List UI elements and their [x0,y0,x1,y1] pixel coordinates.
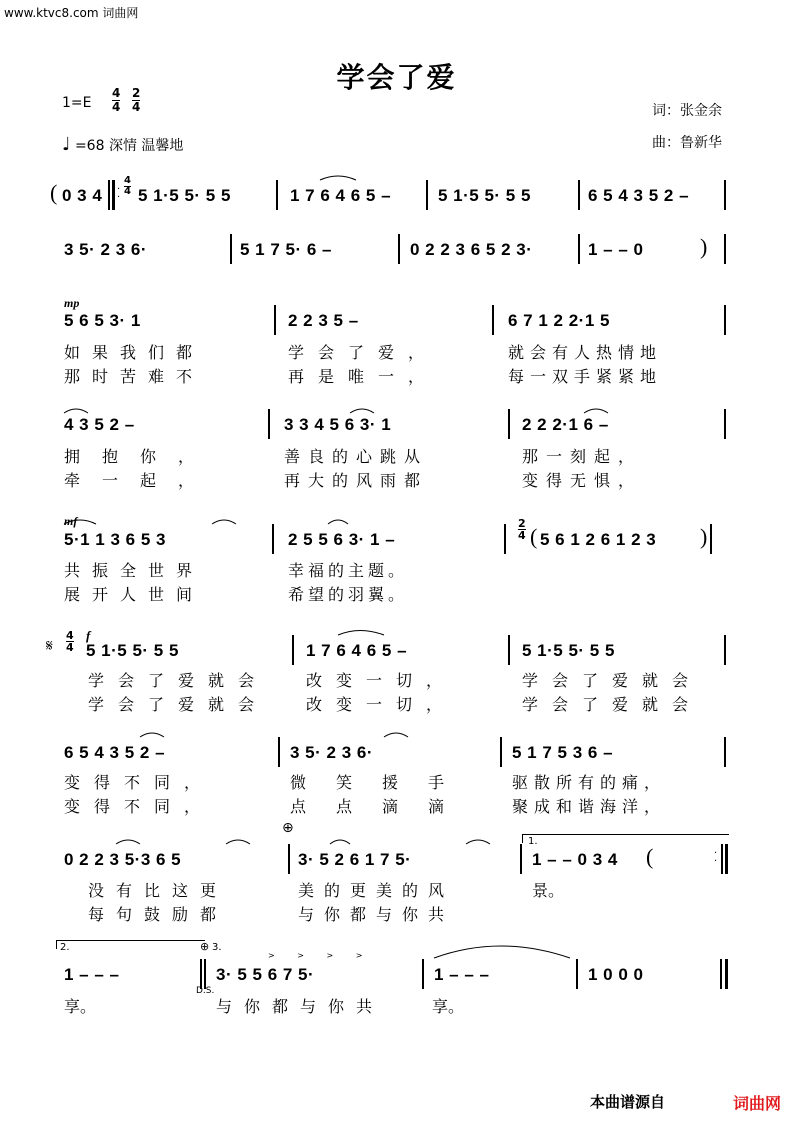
measure-5-3: 5 6 1 2 6 1 2 3 [540,530,657,549]
barline [724,737,726,767]
barline [230,234,232,264]
barline [274,305,276,335]
lyric-5-2b: 希望的羽翼。 [288,585,409,604]
lyric-3-1a: 如果我们都 [64,343,205,362]
lyric-8-2a: 美的更美的风 [298,881,455,900]
dynamic-mp: mp [64,296,80,310]
measure-3-3: 6 7 1 2 2·1 5 [508,311,610,330]
lyric-3-2b: 再是唯一， [288,367,439,386]
measure-8-3: 1 – – 0 3 4 [532,850,618,869]
volta-bracket-1 [522,834,729,843]
barline [398,234,400,264]
measure-2-2: 5 1 7 5· 6 – [240,240,333,259]
barline [200,959,202,989]
time-signature-2-4: 2 4 [518,517,526,542]
barline [721,844,723,874]
close-paren: ) [700,524,708,549]
footer-site-logo[interactable]: 词曲网 [732,1094,781,1113]
barline [108,180,110,210]
barline [724,635,726,665]
measure-1-2: 5 1·5 5· 5 5 [138,186,231,205]
barline [268,409,270,439]
barline [422,959,424,989]
barline [724,180,726,210]
barline [578,180,580,210]
repeat-end-barline [725,844,728,874]
composer-credit: 曲：鲁新华 [652,135,722,151]
lyric-6-2a: 改变一切， [306,671,457,690]
measure-4-2: 3 3 4 5 6 3· 1 [284,415,392,434]
lyric-6-3b: 学会了爱就会 [522,695,703,714]
measure-5-1: 5·1 1 3 6 5 3 [64,530,166,549]
barline [724,409,726,439]
lyric-6-1b: 学会了爱就会 [88,695,269,714]
volta-3-label: 3. [212,942,222,953]
lyric-8-1b: 每句鼓励都 [88,905,229,924]
lyricist-credit: 词：张金余 [652,103,722,119]
measure-7-2: 3 5· 2 3 6· [290,743,373,762]
measure-4-1: 4 3 5 2 – [64,415,135,434]
lyric-3-3a: 就会有人热情地 [508,343,663,362]
lyric-5-1b: 展开人世间 [64,585,205,604]
dynamic-mf: mf [64,514,78,528]
lyric-3-1b: 那时苦难不 [64,367,205,386]
lyric-3-3b: 每一双手紧紧地 [508,367,663,386]
barline [276,180,278,210]
tempo-marking: ♩ =68 深情 温馨地 [62,134,184,155]
site-watermark: www.ktvc8.com 词曲网 [4,6,139,20]
measure-9-1: 1 – – – [64,965,120,984]
segno-icon: 𝄋 [46,636,53,655]
measure-5-2: 2 5 5 6 3· 1 – [288,530,396,549]
footer-source-text: 本曲谱源自 [589,1093,665,1111]
measure-1-5: 6 5 4 3 5 2 – [588,186,690,205]
lyric-7-1a: 变得不同， [64,773,215,792]
barline [504,524,506,554]
time-signature-2: 2 4 [132,86,141,114]
lyric-4-3b: 变得无惧， [522,471,643,490]
measure-9-4: 1 0 0 0 [588,965,644,984]
measure-3-2: 2 2 3 5 – [288,311,359,330]
measure-6-3: 5 1·5 5· 5 5 [522,641,615,660]
open-paren: ( [646,844,654,869]
measure-2-4: 1 – – 0 [588,240,644,259]
measure-2-3: 0 2 2 3 6 5 2 3· [410,240,533,259]
barline [492,305,494,335]
volta-bracket-2 [56,940,205,949]
lyric-7-3a: 驱散所有的痛， [512,773,667,792]
lyric-5-1a: 共振全世界 [64,561,205,580]
lyric-7-3b: 聚成和谐海洋， [512,797,667,816]
barline [426,180,428,210]
ds-marking: D.S. [196,986,215,996]
barline [576,959,578,989]
measure-1-4: 5 1·5 5· 5 5 [438,186,531,205]
lyric-9-3: 享。 [432,997,465,1016]
barline [272,524,274,554]
measure-7-3: 5 1 7 5 3 6 – [512,743,614,762]
time-signature-4-4: 4 4 [66,629,74,654]
lyric-7-2b: 点点滴滴 [290,797,475,816]
barline [724,234,726,264]
lyric-9-1: 享。 [64,997,97,1016]
lyric-6-3a: 学会了爱就会 [522,671,703,690]
lyric-6-2b: 改变一切， [306,695,457,714]
measure-6-2: 1 7 6 4 6 5 – [306,641,408,660]
lyric-9-2: 与你都与你共 [216,997,385,1016]
measure-1-3: 1 7 6 4 6 5 – [290,186,392,205]
repeat-start-barline [112,180,115,210]
repeat-dots: · · [714,848,718,867]
barline [292,635,294,665]
open-paren: ( [530,524,538,549]
lyric-4-2b: 再大的风雨都 [284,471,429,490]
repeat-dots: · · [117,184,121,203]
lyric-6-1a: 学会了爱就会 [88,671,269,690]
measure-9-3: 1 – – – [434,965,490,984]
barline [278,737,280,767]
lyric-7-2a: 微笑援手 [290,773,475,792]
song-title: 学会了爱 [336,61,457,94]
lyric-4-1a: 拥抱你， [64,447,217,466]
time-signature-1: 4 4 [112,86,121,114]
volta-2-label: 2. [60,942,70,953]
barline [288,844,290,874]
measure-8-1: 0 2 2 3 5·3 6 5 [64,850,182,869]
measure-1-1: 0 3 4 [62,186,103,205]
lyric-4-3a: 那一刻起， [522,447,643,466]
barline [520,844,522,874]
lyric-8-3a: 景。 [532,881,565,900]
coda-icon: ⊕ [282,820,294,836]
barline [724,305,726,335]
measure-2-1: 3 5· 2 3 6· [64,240,147,259]
barline [500,737,502,767]
dynamic-f: f [86,628,91,643]
barline [710,524,712,554]
measure-8-2: 3· 5 2 6 1 7 5· [298,850,412,869]
measure-9-2: 3· 5 5 6 7 5· [216,965,315,984]
lyric-4-2a: 善良的心跳从 [284,447,429,466]
lyric-8-1a: 没有比这更 [88,881,229,900]
key-signature: 1=E [62,95,92,111]
volta-1-label: 1. [528,836,538,847]
barline [578,234,580,264]
lyric-3-2a: 学会了爱， [288,343,439,362]
final-barline [725,959,728,989]
measure-4-3: 2 2 2·1 6 – [522,415,609,434]
close-paren: ) [700,234,708,259]
barline [508,635,510,665]
measure-7-1: 6 5 4 3 5 2 – [64,743,166,762]
lyric-8-2b: 与你都与你共 [298,905,455,924]
quarter-note-icon: ♩ [62,134,71,155]
barline [720,959,722,989]
barline [508,409,510,439]
open-paren: ( [50,180,58,205]
lyric-7-1b: 变得不同， [64,797,215,816]
coda-icon-small: ⊕ [200,940,210,953]
barline [204,959,206,989]
lyric-4-1b: 牵一起， [64,471,217,490]
accent-marks: > > > > [268,951,373,960]
measure-3-1: 5 6 5 3· 1 [64,311,141,330]
lyric-5-2a: 幸福的主题。 [288,561,409,580]
time-signature-first: 4 4 [124,175,131,197]
measure-6-1: 5 1·5 5· 5 5 [86,641,179,660]
